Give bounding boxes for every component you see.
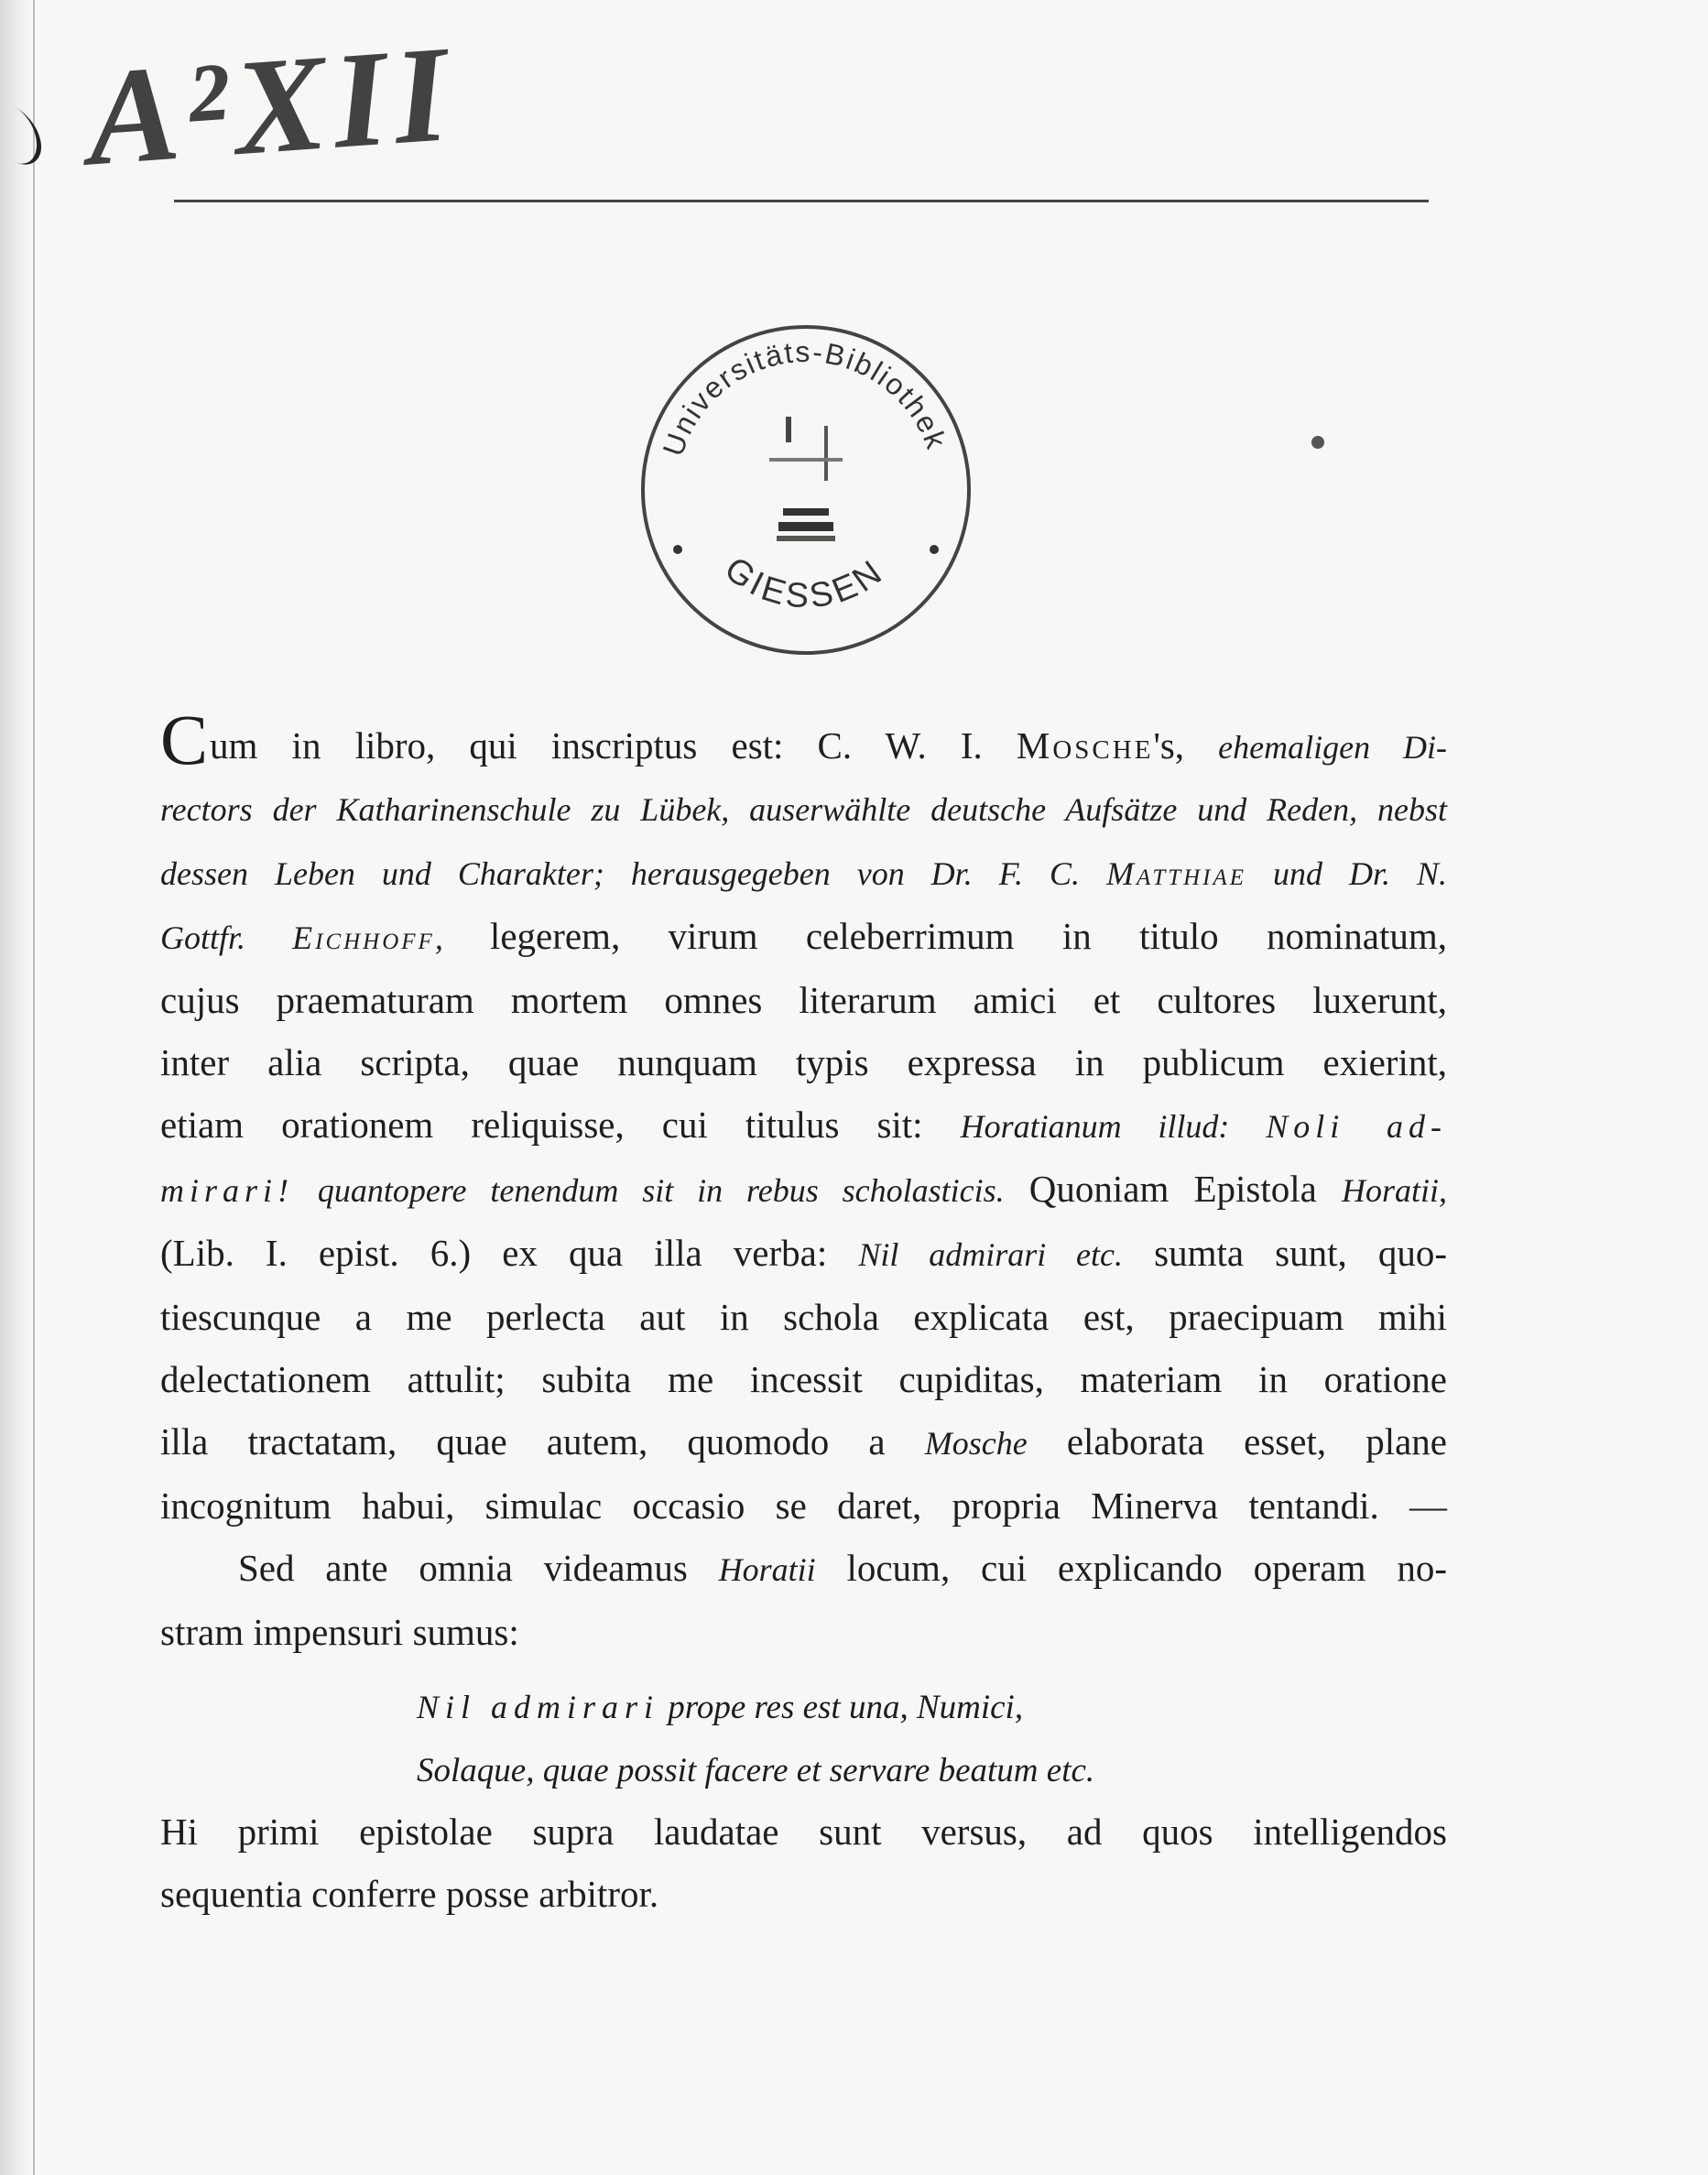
stamp-graphic [632,316,980,664]
text-line [160,700,1447,779]
text-run: Horatii [718,1551,816,1588]
svg-text:Universitäts-Bibliothek [657,335,954,461]
author-name: Mosche [1016,724,1154,767]
text-run: Gottfr. [160,919,293,956]
text-line: cujus praematuram mortem omnes literarum amici et cultores luxerunt, [160,979,1447,1021]
library-stamp [632,316,980,664]
text-run: Quoniam Epistola [1004,1168,1342,1210]
text-line [160,1222,1447,1286]
text-line [160,1093,1447,1158]
quoted-phrase: Nil admirari etc. [858,1236,1124,1273]
text-line: sequentia conferre posse arbitror. [160,1873,659,1915]
text-run: sumta sunt, quo- [1123,1232,1448,1274]
stamp-ring-text: Universitäts-Bibliothek [656,334,954,461]
editor-name: Matthiae [1105,855,1247,892]
text-run: und Dr. N. [1246,855,1447,892]
text-line: Hi primi epistolae supra laudatae sunt versus, ad quos intelligendos [160,1811,1447,1853]
verse-run: prope res est una, Numici, [659,1689,1024,1726]
text-line [160,841,1447,905]
drop-cap: C [160,700,209,779]
oration-title: Horatianum illud: [960,1108,1267,1145]
verse-line: Solaque, quae possit facere et servare beatum etc. [417,1752,1095,1789]
oration-title: quantopere tenendum sit in rebus scholasticis. [294,1172,1005,1209]
text-run: Sed ante omnia videamus [238,1547,719,1589]
text-run: Horatii, [1341,1172,1447,1209]
text-line: delectationem attulit; subita me incessit cupiditas, materiam in oratione [160,1358,1447,1400]
text-line: inter alia scripta, quae nunquam typis expressa in publicum exierint, [160,1041,1447,1083]
text-line: tiescunque a me perlecta aut in schola explicata est, praecipuam mihi [160,1296,1447,1338]
text-line [160,905,1447,969]
page-nick [0,101,41,175]
text-run: dessen Leben und Charakter; herausgegeben von Dr. F. C. [160,855,1106,892]
handwritten-shelfmark: A²XII [82,16,461,195]
text-run: illa tractatam, quae autem, quomodo a [160,1420,925,1463]
text-run: Mosche [924,1425,1028,1462]
oration-title: mirari! [160,1172,295,1209]
editor-name: Eichhoff [292,919,435,956]
ink-speck [1311,436,1324,449]
svg-text:GIESSEN [717,549,891,615]
top-rule [174,200,1429,202]
text-run: (Lib. I. epist. 6.) ex qua illa verba: [160,1232,859,1274]
closing-text [160,1800,1447,1925]
main-text [160,700,1448,1663]
text-run: elaborata esset, plane [1027,1420,1448,1463]
text-run: 's, [1153,724,1219,767]
text-line: stram impensuri sumus: [160,1611,519,1653]
text-line [160,1410,1447,1474]
text-run: ehemaligen Di- [1218,729,1447,766]
stamp-city: GIESSEN [717,549,892,616]
text-line: rectors der Katharinenschule zu Lübek, auserwählte deutsche Aufsätze und Reden, nebst [160,791,1447,828]
text-run: locum, cui explicando operam no- [815,1547,1447,1589]
verse-line [417,1680,1241,1735]
text-run: um in libro, qui inscriptus est: C. W. I. [210,724,1017,767]
text-line [160,1158,1447,1222]
text-run: , [434,919,490,956]
binding-edge [0,0,35,2175]
oration-title: Noli ad- [1266,1108,1447,1145]
text-run: etiam orationem reliquisse, cui titulus sit: [160,1104,961,1146]
text-line [160,1537,1447,1601]
text-run: legerem, virum celeberrimum in titulo nominatum, [489,915,1447,957]
text-line: incognitum habui, simulac occasio se daret, propria Minerva tentandi. — [160,1484,1447,1527]
verse-run: Nil admirari [417,1689,660,1725]
